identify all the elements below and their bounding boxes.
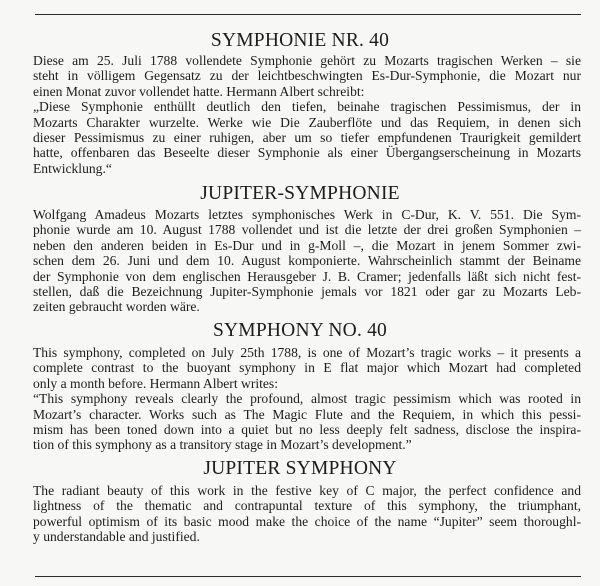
text-line: steht in völligem Gegensatz zu der leichtbeschwingten Es-Dur-Symphonie, die Mozart nur (33, 68, 581, 84)
heading-jupiter-symphonie: JUPITER-SYMPHONIE (200, 183, 400, 204)
paragraph-symphonie-nr-40 (33, 53, 581, 176)
text-line: schen dem 26. Juni und dem 10. August komponierte. Wahrscheinlich stammt der Beiname (33, 253, 581, 269)
text-line: only a month before. Hermann Albert writes: (33, 375, 278, 391)
heading-jupiter-symphony: JUPITER SYMPHONY (203, 458, 397, 479)
text-line: lightness of the thematic and contrapuntal texture of this symphony, the triumphant, (33, 498, 581, 514)
text-line: der Symphonie von dem englischen Herausgeber J. B. Cramer; jedenfalls läßt sich nicht fest- (33, 268, 581, 284)
text-line: neben den anderen beiden in Es-Dur und in g-Moll –, die Mozart in jenem Sommer zwi- (33, 237, 581, 253)
text-line: “This symphony reveals clearly the profound, almost tragic pessimism which was rooted in (33, 391, 581, 407)
text-line: tion of this symphony as a transitory stage in Mozart’s development.” (33, 437, 412, 453)
text-line: dieser Pessimismus zu einer ruhigen, aber um so tiefer empfundenen Traurigkeit gemildert (33, 130, 581, 146)
text-line: powerful optimism of its basic mood make the choice of the name “Jupiter” seem thoroughl- (33, 513, 581, 529)
bottom-rule (35, 576, 581, 577)
text-line: mism has been toned down into a quiet but no less deeply felt sadness, disclose the inspira- (33, 422, 581, 438)
text-line: „Diese Symphonie enthüllt deutlich den tiefen, beinahe tragischen Pessimismus, der in (33, 99, 581, 115)
text-line: y understandable and justified. (33, 529, 200, 545)
paragraph-jupiter-symphonie (33, 207, 581, 315)
text-line: phonie wurde am 10. August 1788 vollendet und ist die letzte der drei großen Symphonien – (33, 222, 581, 238)
top-rule (35, 14, 581, 15)
text-line: Mozart’s character. Works such as The Magic Flute and the Requiem, in which this pessi- (33, 406, 581, 422)
text-line: Wolfgang Amadeus Mozarts letztes symphonisches Werk in C-Dur, K. V. 551. Die Sym- (33, 207, 581, 222)
text-line: complete contrast to the buoyant symphony in E flat major which Mozart had completed (33, 360, 581, 376)
text-line: einen Monat zuvor vollendet hatte. Hermann Albert schreibt: (33, 83, 365, 99)
text-line: stellen, daß die Bezeichnung Jupiter-Symphonie jemals vor 1821 oder gar zu Mozarts Leb- (33, 284, 581, 300)
heading-symphonie-nr-40: SYMPHONIE NR. 40 (210, 30, 390, 51)
text-line: hatte, offenbaren das Beseelte dieser Symphonie als einer Übergangserscheinung in Mozarts (33, 145, 581, 161)
text-line: Mozarts Charakter wurzelte. Werke wie Die Zauberflöte und das Requiem, in denen sich (33, 114, 581, 130)
paragraph-symphony-no-40 (33, 345, 581, 453)
text-line: Diese am 25. Juli 1788 vollendete Symphonie gehört zu Mozarts tragischen Werken – sie (33, 53, 581, 68)
text-line: Entwicklung.“ (33, 160, 112, 176)
text-line: This symphony, completed on July 25th 1788, is one of Mozart’s tragic works – it presents a (33, 345, 581, 360)
text-line: The radiant beauty of this work in the festive key of C major, the perfect confidence and (33, 483, 581, 498)
heading-symphony-no-40: SYMPHONY NO. 40 (212, 320, 387, 341)
text-line: zeiten gebraucht worden wäre. (33, 299, 200, 315)
paragraph-jupiter-symphony (33, 483, 581, 545)
